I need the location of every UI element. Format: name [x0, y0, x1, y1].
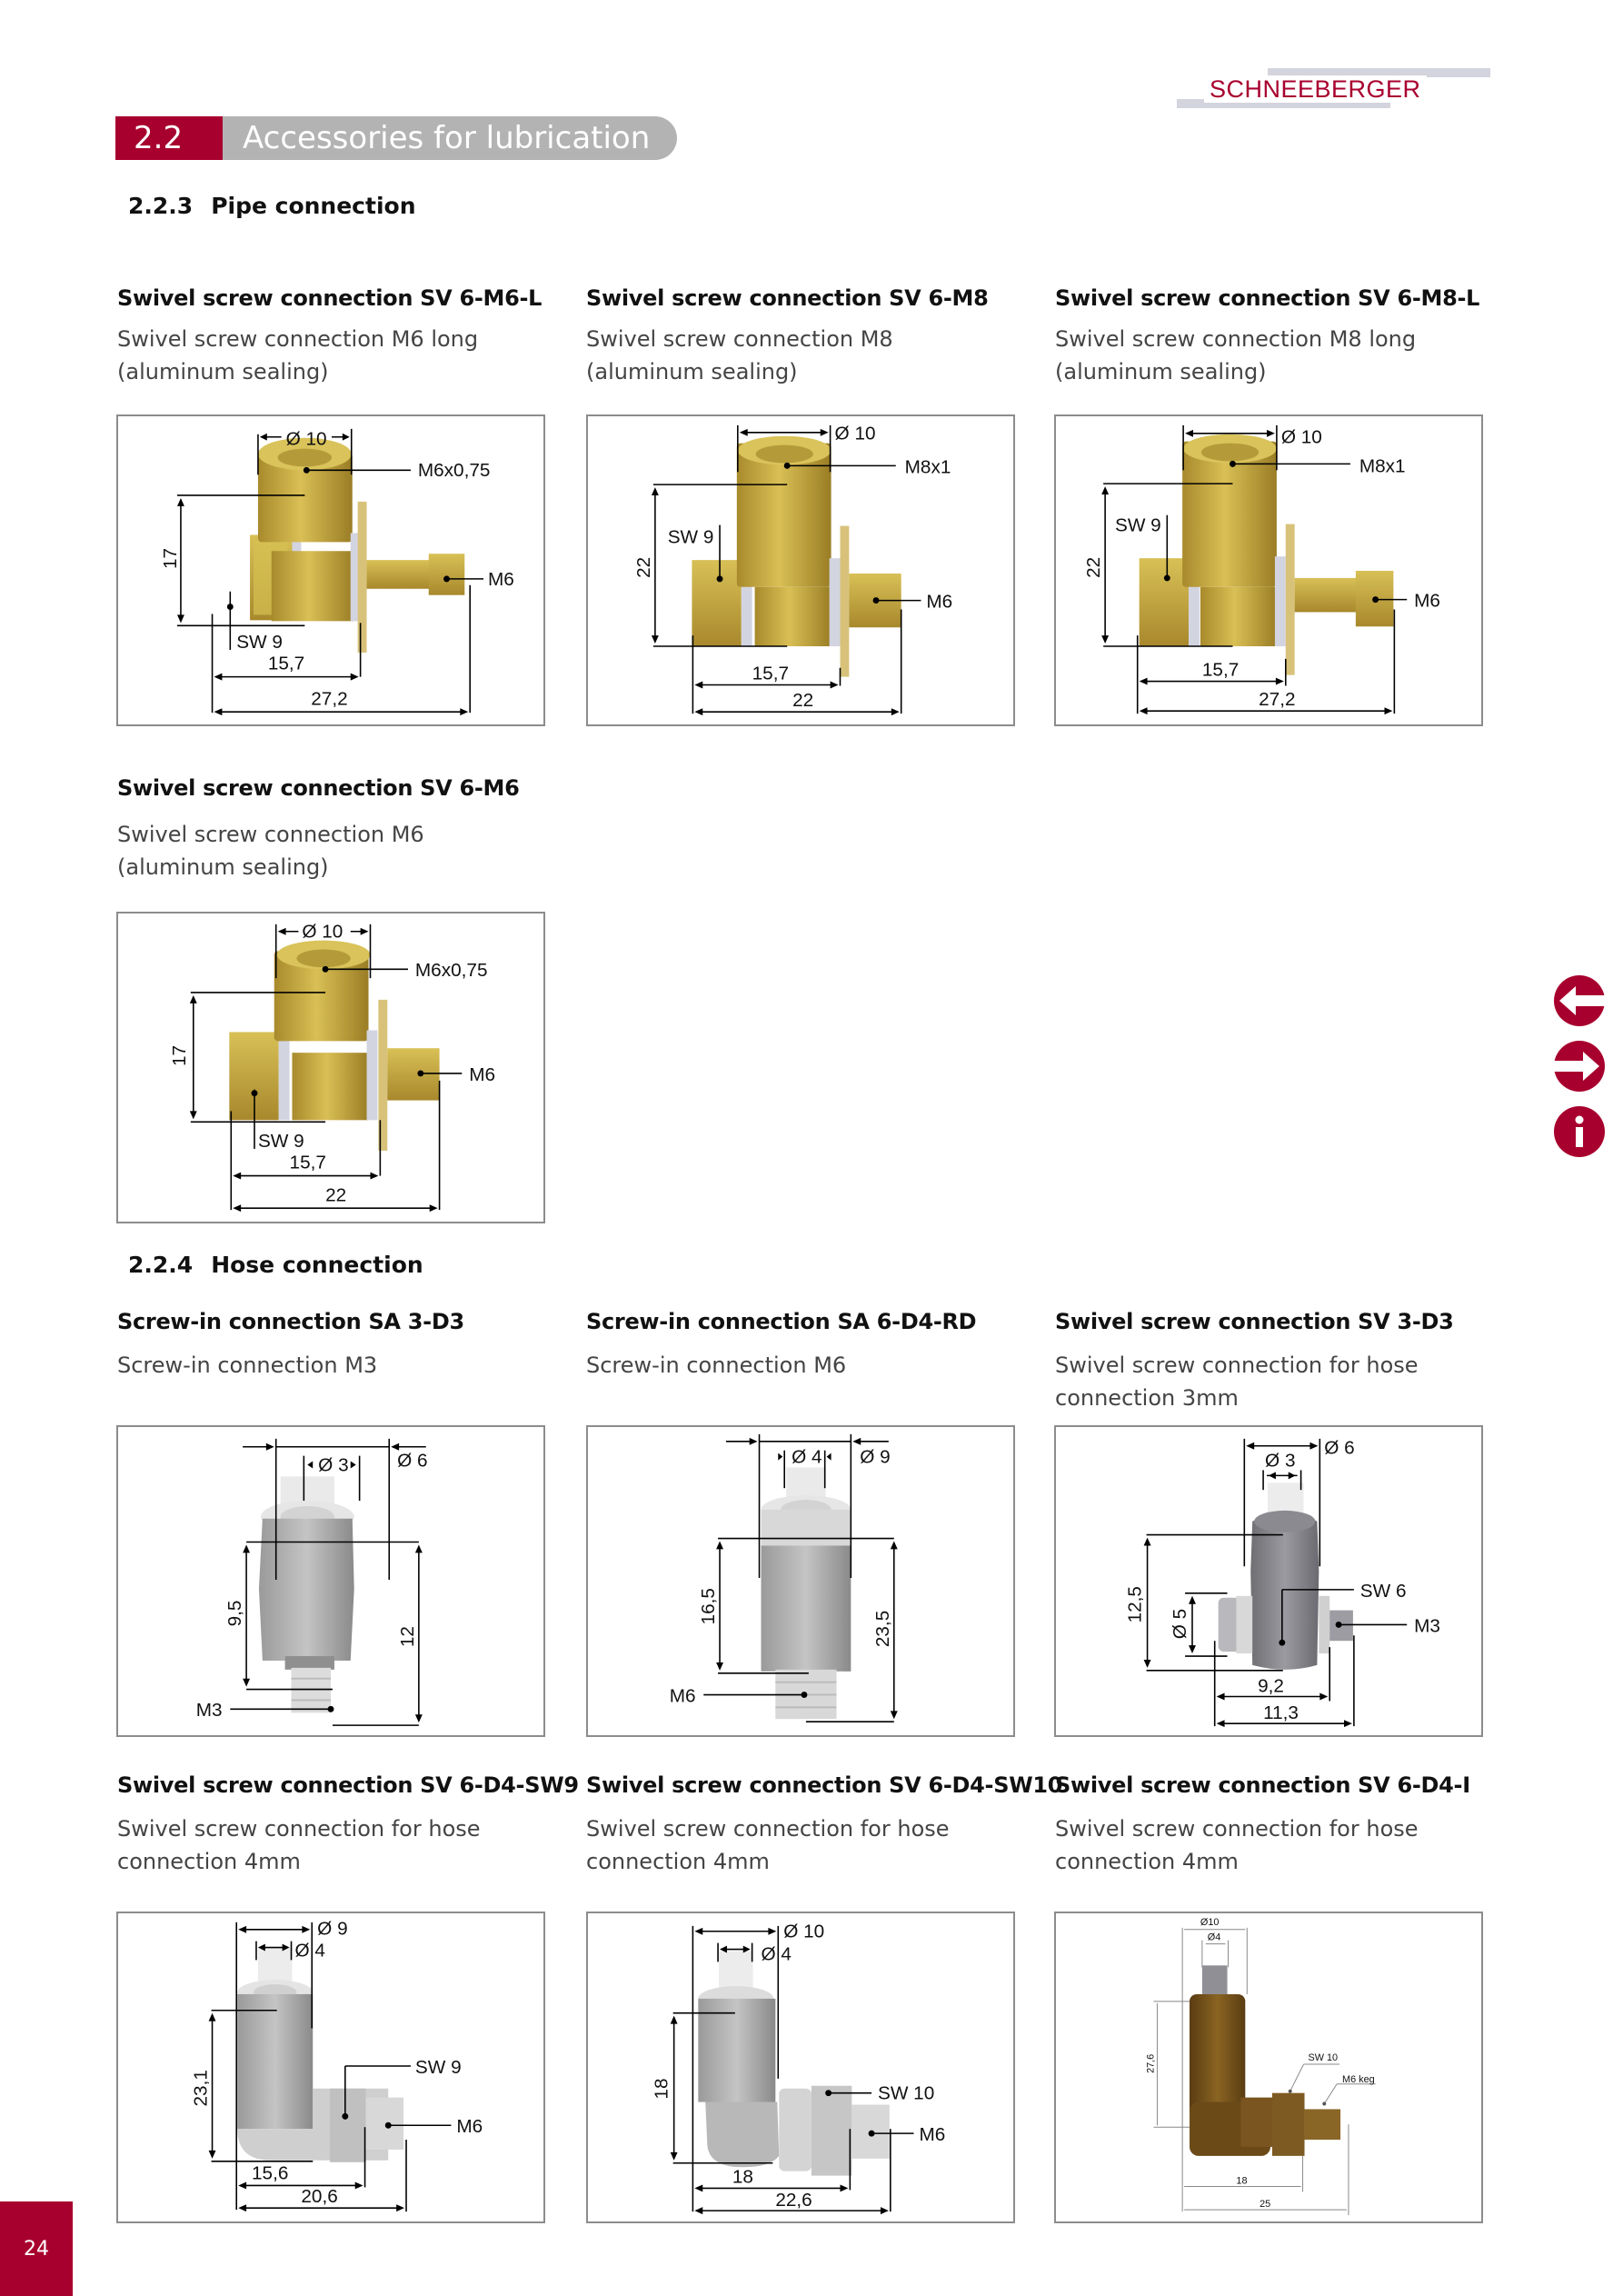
dim-thread-top: M8x1 — [1359, 455, 1406, 477]
chapter-number: 2.2 — [115, 116, 223, 160]
dim-width-2: 11,3 — [1263, 1702, 1299, 1724]
desc-line: Swivel screw connection M6 long — [117, 326, 479, 352]
dim-diameter: Ø 10 — [302, 921, 344, 943]
section-title: Hose connection — [211, 1252, 423, 1278]
product-description — [117, 1349, 544, 1382]
dim-diameter: Ø 10 — [1280, 426, 1322, 448]
dim-thread-side: M6 — [926, 591, 953, 613]
dim-thread-side: M6 — [469, 1063, 496, 1085]
nav-back-button[interactable] — [1554, 975, 1605, 1026]
swivel-hose-drawing — [1056, 1427, 1481, 1735]
brass-swivel-drawing — [588, 416, 1013, 724]
product-description — [117, 818, 544, 883]
desc-line: (aluminum sealing) — [117, 359, 329, 384]
dim-thread-top: M6x0,75 — [417, 460, 491, 482]
dim-height: 12,5 — [1124, 1586, 1146, 1623]
desc-line: connection 3mm — [1055, 1385, 1239, 1411]
dim-height-1: 16,5 — [698, 1588, 720, 1625]
dim-wrench-size: SW 10 — [877, 2082, 935, 2104]
dim-inner-diameter: Ø 4 — [792, 1446, 822, 1468]
dim-height: 17 — [160, 547, 182, 570]
dim-inner-diameter: Ø 4 — [761, 1943, 792, 1965]
product-description — [586, 1349, 1013, 1382]
product-drawing-sa3-d3 — [116, 1425, 545, 1737]
arrow-left-icon — [1554, 975, 1605, 1026]
dim-thread: M3 — [195, 1700, 223, 1722]
dim-width-1: 15,7 — [267, 653, 305, 674]
dim-outer-diameter: Ø10 — [1200, 1916, 1220, 1928]
dim-wrench-size: SW 9 — [667, 526, 714, 548]
screw-in-drawing — [588, 1427, 1013, 1735]
dim-wrench-size: SW 6 — [1359, 1580, 1407, 1602]
brass-swivel-drawing — [1056, 416, 1481, 724]
dim-inner-diameter: Ø4 — [1207, 1932, 1221, 1943]
arrow-right-icon — [1554, 1041, 1605, 1092]
dim-height-2: 12 — [396, 1626, 418, 1648]
desc-line: Swivel screw connection M6 — [117, 822, 424, 847]
dim-height-1: 9,5 — [224, 1600, 246, 1627]
product-title: Swivel screw connection SV 6-M6 — [117, 775, 520, 801]
dim-inner-diameter: Ø 3 — [318, 1454, 349, 1476]
nav-forward-button[interactable] — [1554, 1041, 1605, 1092]
page-number: 24 — [24, 2237, 49, 2261]
desc-line: connection 4mm — [586, 1849, 770, 1874]
chapter-title: Accessories for lubrication — [223, 116, 677, 160]
dim-height: 22 — [1083, 556, 1105, 578]
nav-info-button[interactable] — [1554, 1106, 1605, 1157]
product-description — [1055, 1349, 1482, 1414]
dim-wrench-size: SW 9 — [257, 1130, 304, 1152]
info-icon — [1554, 1106, 1605, 1157]
dim-width-2: 22 — [325, 1184, 347, 1206]
dim-diameter: Ø 10 — [834, 423, 876, 444]
desc-line: Screw-in connection M3 — [117, 1353, 378, 1378]
dim-height: 23,1 — [190, 2070, 212, 2107]
section-heading-pipe-connection — [128, 193, 416, 219]
logo-text: SCHNEEBERGER — [1204, 75, 1427, 103]
desc-line: Swivel screw connection for hose — [1055, 1353, 1419, 1378]
section-heading-hose-connection — [128, 1252, 423, 1278]
product-drawing-sv6-m8-l — [1054, 414, 1483, 726]
dim-wrench-size: SW 9 — [1114, 514, 1161, 536]
product-description — [586, 323, 1013, 388]
dim-thread: M6 — [919, 2124, 946, 2146]
dim-outer-diameter: Ø 6 — [397, 1450, 428, 1472]
product-description — [586, 1812, 1013, 1878]
product-drawing-sv3-d3 — [1054, 1425, 1483, 1737]
desc-line: Swivel screw connection for hose — [1055, 1816, 1419, 1842]
product-title: Swivel screw connection SV 6-M8-L — [1055, 285, 1480, 311]
desc-line: (aluminum sealing) — [1055, 359, 1267, 384]
brass-swivel-drawing — [118, 416, 543, 724]
dim-outer-diameter: Ø 9 — [860, 1446, 891, 1468]
product-title: Swivel screw connection SV 6-D4-SW10 — [586, 1772, 1063, 1798]
dim-diameter: Ø 10 — [285, 428, 327, 450]
product-title: Swivel screw connection SV 6-M8 — [586, 285, 989, 311]
dim-thread: M3 — [1414, 1615, 1440, 1637]
dim-thread: M6 keg — [1342, 2073, 1375, 2085]
dim-height: 18 — [651, 2078, 672, 2100]
dim-width-1: 9,2 — [1258, 1675, 1284, 1697]
dim-width-1: 15,7 — [752, 663, 790, 684]
dim-width-1: 15,6 — [252, 2162, 289, 2184]
brass-swivel-drawing — [118, 913, 543, 1222]
product-drawing-sv6-m6 — [116, 912, 545, 1223]
dim-width-2: 22 — [792, 690, 814, 712]
screw-in-drawing — [118, 1427, 543, 1735]
dim-width-1: 18 — [732, 2166, 753, 2188]
product-title: Swivel screw connection SV 6-M6-L — [117, 285, 543, 311]
product-title: Swivel screw connection SV 6-D4-SW9 — [117, 1772, 579, 1798]
dim-width-2: 27,2 — [311, 688, 348, 710]
dim-thread-top: M8x1 — [904, 456, 951, 478]
product-title: Screw-in connection SA 3-D3 — [117, 1309, 464, 1334]
dim-inner-diameter: Ø 4 — [294, 1940, 325, 1962]
dim-width-2: 20,6 — [301, 2186, 338, 2208]
dim-height-2: 23,5 — [871, 1610, 893, 1648]
section-number: 2.2.4 — [128, 1252, 194, 1278]
desc-line: Swivel screw connection for hose — [586, 1816, 950, 1842]
desc-line: Swivel screw connection M8 long — [1055, 326, 1417, 352]
chapter-header — [115, 116, 679, 160]
dim-width-2: 27,2 — [1259, 689, 1296, 711]
dim-width-1: 18 — [1236, 2175, 1248, 2187]
dim-wrench-size: SW 10 — [1308, 2052, 1339, 2064]
dim-outer-diameter: Ø 9 — [317, 1918, 348, 1940]
dim-side-diameter: Ø 5 — [1170, 1608, 1191, 1640]
dim-height: 22 — [632, 556, 654, 578]
desc-line: Swivel screw connection M8 — [586, 326, 893, 352]
product-title: Screw-in connection SA 6-D4-RD — [586, 1309, 977, 1334]
desc-line: (aluminum sealing) — [586, 359, 798, 384]
product-description — [1055, 323, 1482, 388]
dim-inner-diameter: Ø 3 — [1265, 1450, 1296, 1472]
product-drawing-sv6-d4-i — [1054, 1912, 1483, 2223]
dim-thread-side: M6 — [487, 568, 514, 590]
dim-width-2: 22,6 — [775, 2190, 812, 2211]
product-drawing-sv6-d4-sw10 — [586, 1912, 1015, 2223]
product-drawing-sv6-m8 — [586, 414, 1015, 726]
desc-line: Swivel screw connection for hose — [117, 1816, 481, 1842]
section-title: Pipe connection — [211, 193, 416, 219]
dim-thread-top: M6x0,75 — [414, 960, 488, 982]
desc-line: (aluminum sealing) — [117, 854, 329, 880]
dim-wrench-size: SW 9 — [414, 2056, 462, 2078]
section-number: 2.2.3 — [128, 193, 194, 219]
dim-height: 27,6 — [1145, 2053, 1157, 2073]
elbow-hose-drawing — [118, 1913, 543, 2221]
product-description — [117, 323, 544, 388]
product-drawing-sv6-m6-l — [116, 414, 545, 726]
product-drawing-sa6-d4-rd — [586, 1425, 1015, 1737]
dim-outer-diameter: Ø 10 — [783, 1921, 825, 1942]
dim-height: 17 — [168, 1044, 190, 1067]
product-description — [117, 1812, 544, 1878]
elbow-hose-drawing — [1056, 1913, 1481, 2221]
product-title: Swivel screw connection SV 6-D4-I — [1055, 1772, 1470, 1798]
dim-thread-side: M6 — [1414, 590, 1440, 612]
schneeberger-logo — [1177, 68, 1490, 114]
product-drawing-sv6-d4-sw9 — [116, 1912, 545, 2223]
dim-thread: M6 — [456, 2116, 483, 2138]
desc-line: connection 4mm — [117, 1849, 301, 1874]
dim-wrench-size: SW 9 — [236, 631, 283, 653]
dim-width-1: 15,7 — [289, 1152, 326, 1173]
dim-width-2: 25 — [1260, 2199, 1271, 2211]
desc-line: connection 4mm — [1055, 1849, 1239, 1874]
elbow-hose-drawing — [588, 1913, 1013, 2221]
page-number-tab — [0, 2201, 73, 2296]
dim-thread: M6 — [669, 1685, 696, 1707]
desc-line: Screw-in connection M6 — [586, 1353, 847, 1378]
dim-outer-diameter: Ø 6 — [1324, 1437, 1355, 1459]
product-title: Swivel screw connection SV 3-D3 — [1055, 1309, 1454, 1334]
dim-width-1: 15,7 — [1201, 659, 1240, 681]
product-description — [1055, 1812, 1482, 1878]
